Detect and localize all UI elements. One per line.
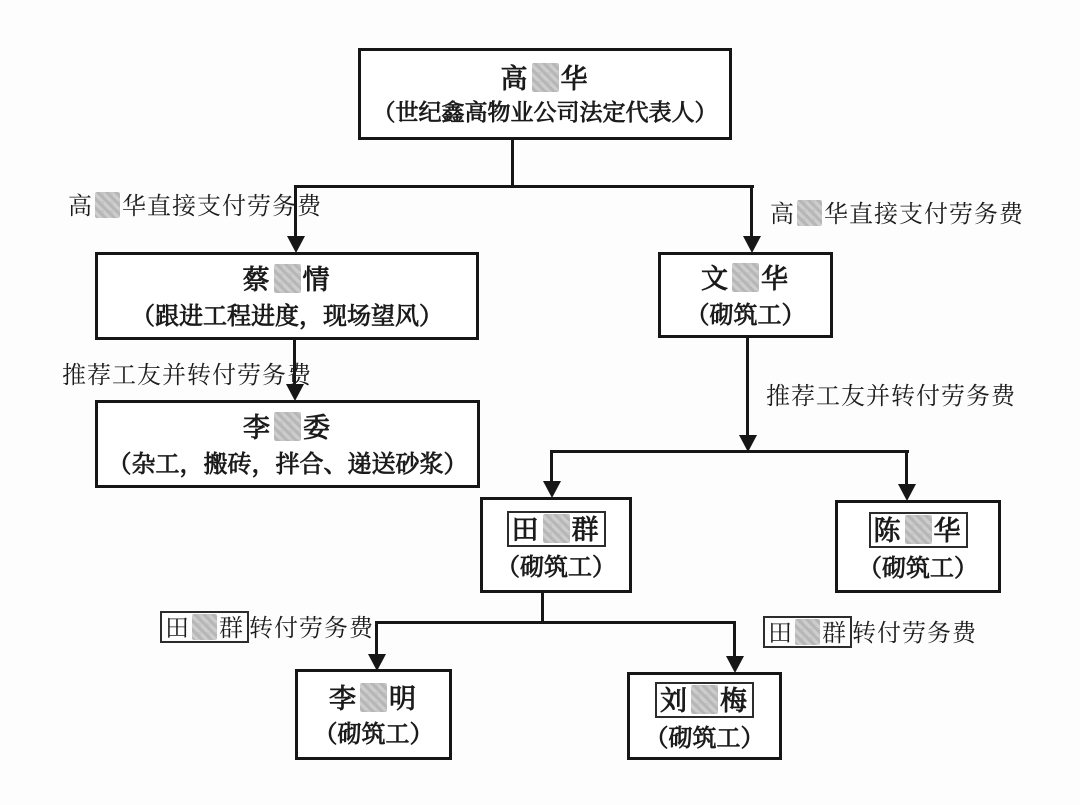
- redaction-block: [192, 614, 217, 640]
- label-surname: 田: [768, 619, 793, 647]
- person-name-chen: [869, 512, 968, 548]
- label-text: 华直接支付劳务费: [824, 200, 1024, 228]
- name-outline-box: [507, 511, 606, 547]
- connector-split3-horizontal: [376, 621, 736, 624]
- name-surname: 田: [511, 514, 541, 546]
- redaction-block: [691, 685, 718, 714]
- person-name-gao: [501, 63, 590, 94]
- person-role-wen: （砌筑工）: [685, 299, 806, 329]
- name-outline-box: [160, 611, 249, 643]
- name-surname: 刘: [660, 685, 689, 717]
- name-given: 梅: [720, 685, 749, 717]
- edge-label-recommend-right: 推荐工友并转付劳务费: [766, 382, 1016, 410]
- edge-label-pay-direct-right: [770, 199, 1024, 229]
- name-outline-box: [869, 512, 968, 548]
- connector-split2-horizontal: [551, 450, 909, 453]
- redaction-block: [905, 515, 932, 544]
- redaction-block: [95, 192, 120, 218]
- name-outline-box: [655, 682, 754, 718]
- redaction-block: [543, 514, 570, 543]
- redaction-block: [274, 412, 301, 441]
- node-cai: [95, 252, 479, 340]
- name-given: 群: [571, 514, 601, 546]
- person-role-gao: （世纪鑫高物业公司法定代表人）: [372, 99, 718, 127]
- connector-to-tian: [550, 450, 553, 482]
- redaction-block: [797, 200, 822, 226]
- name-given: 情: [302, 265, 332, 297]
- person-role-liming: （砌筑工）: [313, 719, 434, 749]
- person-name-liming: [329, 683, 418, 714]
- label-text: 转付劳务费: [249, 614, 374, 642]
- connector-tian-stem: [541, 593, 544, 624]
- label-given: 群: [219, 614, 244, 642]
- label-surname: 高: [770, 200, 795, 228]
- redaction-block: [360, 683, 387, 712]
- connector-to-chen: [905, 450, 908, 485]
- connector-wen-stem: [746, 338, 749, 436]
- edge-label-recommend-left: 推荐工友并转付劳务费: [62, 361, 312, 389]
- node-chen: [835, 500, 1001, 593]
- name-given: 委: [303, 413, 332, 445]
- arrowhead-to-tian: [543, 481, 561, 498]
- person-role-cai: （跟进工程进度，现场望风）: [131, 300, 443, 330]
- arrowhead-to-cai: [287, 236, 305, 253]
- connector-split1-horizontal: [295, 185, 754, 188]
- name-given: 华: [560, 63, 590, 95]
- node-liwei: [95, 400, 480, 488]
- person-name-wen: [701, 263, 790, 294]
- node-wen: [658, 252, 833, 338]
- person-name-cai: [243, 264, 332, 295]
- edge-label-tian-transfer-left: [160, 611, 374, 643]
- edge-label-tian-transfer-right: [763, 616, 977, 648]
- arrowhead-to-chen: [898, 484, 916, 501]
- connector-to-liu: [733, 621, 736, 657]
- arrowhead-to-wen: [743, 236, 761, 253]
- node-liming: [295, 669, 452, 760]
- redaction-block: [795, 619, 820, 645]
- node-tian: [480, 497, 632, 593]
- name-outline-box: [763, 616, 852, 648]
- connector-gao-stem: [511, 140, 514, 187]
- name-given: 华: [761, 264, 790, 296]
- label-surname: 高: [68, 192, 93, 220]
- label-given: 群: [822, 619, 847, 647]
- name-surname: 陈: [873, 516, 903, 548]
- name-given: 华: [933, 516, 963, 548]
- name-surname: 李: [243, 413, 272, 445]
- person-name-liwei: [243, 412, 332, 443]
- label-text: 转付劳务费: [852, 619, 977, 647]
- person-role-tian: （砌筑工）: [496, 551, 616, 581]
- label-text: 华直接支付劳务费: [122, 192, 322, 220]
- node-liu: [627, 672, 782, 760]
- arrowhead-to-liu: [726, 656, 744, 673]
- name-given: 明: [389, 683, 418, 715]
- redaction-block: [532, 63, 559, 92]
- name-surname: 文: [701, 264, 730, 296]
- edge-label-pay-direct-left: [68, 191, 322, 221]
- label-surname: 田: [165, 614, 190, 642]
- person-role-liwei: （杂工，搬砖，拌合、递送砂浆）: [107, 448, 468, 478]
- redaction-block: [732, 263, 759, 292]
- node-gao: [358, 48, 732, 140]
- person-name-tian: [507, 511, 606, 547]
- person-role-chen: （砌筑工）: [858, 553, 978, 583]
- name-surname: 蔡: [242, 265, 272, 297]
- redaction-block: [274, 264, 301, 293]
- person-role-liu: （砌筑工）: [644, 722, 765, 752]
- name-surname: 高: [500, 63, 530, 95]
- connector-to-liming: [375, 621, 378, 655]
- name-surname: 李: [329, 683, 358, 715]
- connector-to-wen: [750, 185, 753, 237]
- person-name-liu: [655, 682, 754, 718]
